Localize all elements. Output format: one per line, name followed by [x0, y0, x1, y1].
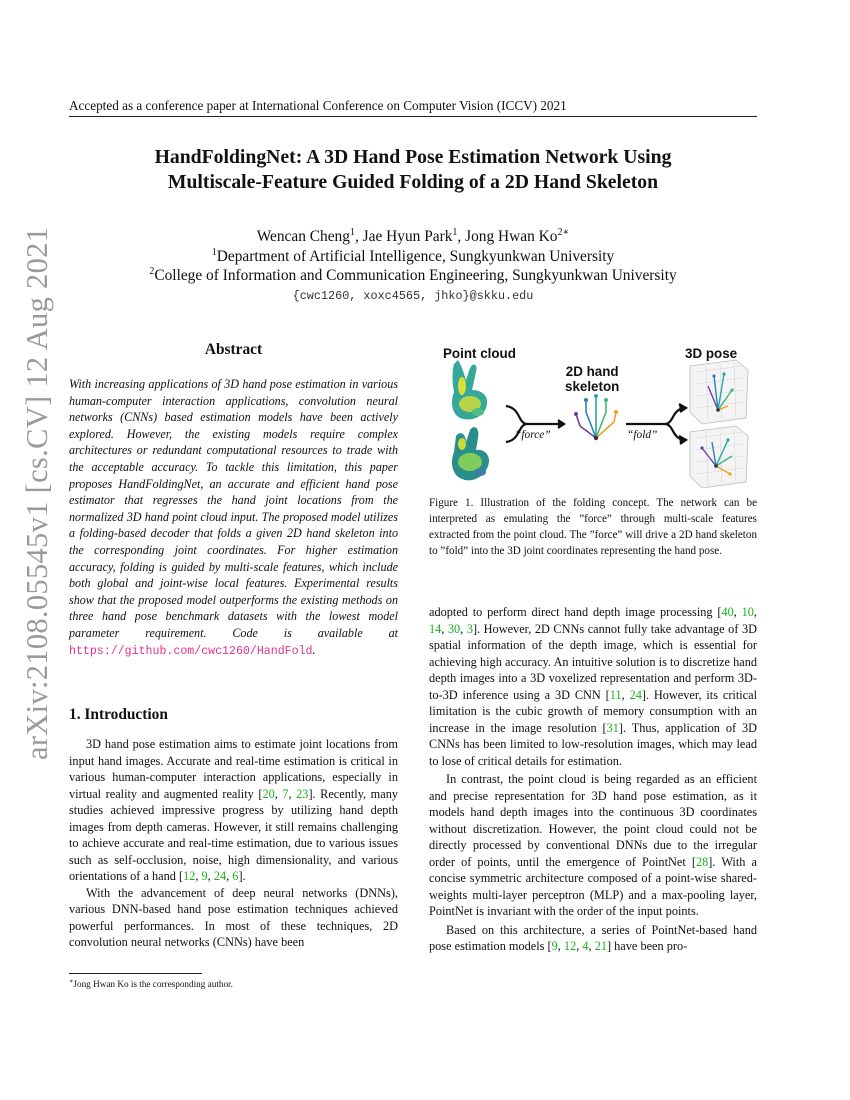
paper-title: [69, 145, 757, 195]
right-paragraph-3: Based on this architecture, a series of PointNet-based hand pose estimation models [9, 12, 4, 21] have been pro-: [429, 922, 757, 953]
abstract-heading: Abstract: [204, 341, 263, 358]
citation[interactable]: 11: [609, 687, 622, 702]
force-arrow: [506, 406, 564, 442]
figure-label-skeleton-line-2: skeleton: [565, 379, 620, 394]
point-cloud-upper-icon: [452, 360, 487, 420]
intro-paragraph-1: 3D hand pose estimation aims to estimate joint locations from input hand images. Accurate and real-time estimation is critical in various human-computer interaction applications, especially in virtual reality and augmented reality [20, 7, 23]. Recently, many studies achieved impressive progress by utilizing hand depth images from depth cameras. However, it still remains challenging to achieve accurate and real-time estimation, due to various issues such as self-occlusion, noise, high dimensionality, and various orientations of a hand [12, 9, 24, 6].: [69, 737, 398, 883]
figure-label-3d-pose: 3D pose: [685, 346, 738, 361]
citation[interactable]: 20: [262, 786, 275, 801]
fold-arrow: [626, 404, 686, 444]
intro-p1-text-b: ]. Recently, many studies achieved impressive progress by utilizing hand depth images from depth cameras. However, it still remains challenging to achieve accurate and real-time estimation, due to various issues such as self-occlusion, noise, high dimensionality, and various orientations of a hand [: [69, 786, 398, 883]
figure-label-force: “force”: [515, 429, 551, 441]
citation[interactable]: 14: [429, 621, 442, 636]
footnote-text: Jong Hwan Ko is the corresponding author.: [73, 979, 233, 990]
arxiv-stamp: arXiv:2108.05545v1 [cs.CV] 12 Aug 2021: [20, 226, 54, 760]
citation[interactable]: 9: [551, 939, 558, 953]
3d-pose-lower-icon: [690, 426, 748, 488]
author-3-affil: 2∗: [557, 227, 570, 238]
citation[interactable]: 40: [721, 605, 734, 619]
citation[interactable]: 31: [606, 720, 619, 735]
introduction-heading: 1. Introduction: [69, 706, 168, 723]
abstract-body: With increasing applications of 3D hand pose estimation in various human-computer interaction applications, convolution neural networks (CNNs) based estimation models have been actively explored. However, the existing models require complex architectures or redundant computational resources to trade with the acceptable accuracy. To tackle this limitation, this paper proposes HandFoldingNet, an accurate and efficient hand pose estimator that regresses the hand joint locations from the normalized 3D hand point cloud input. The proposed model utilizes a folding-based decoder that folds a given 2D hand skeleton into the corresponding joint coordinates. For higher estimation accuracy, folding is guided by multi-scale features, which include both global and joint-wise local features. Experimental results show that the proposed model outperforms the existing methods on three hand pose benchmark datasets with the lowest model parameter requirement. Code is available at: [69, 377, 398, 640]
affiliation-1-mark: 1: [211, 246, 217, 258]
right-p1-text-d: ]. Thus, application of 3D CNNs has been limited to low-resolution images, which may lead to lose of critical details for estimation.: [429, 720, 757, 768]
introduction-body: [69, 736, 398, 951]
citation[interactable]: 12: [563, 939, 577, 953]
figure-label-point-cloud: Point cloud: [443, 346, 516, 361]
right-p3-text-b: ] have been pro-: [606, 939, 688, 953]
citation[interactable]: 30: [447, 621, 461, 636]
right-p2-text-a: In contrast, the point cloud is being regarded as an efficient and precise representation for 3D hand pose estimation, as it models hand depth images into the continuous 3D coordinates without discretization. However, the point cloud could not be directly processed by conventional DNNs due to the irregular order of points, until the emergence of PointNet [: [429, 772, 757, 869]
right-p1-text-b: ]. However, 2D CNNs cannot fully take advantage of 3D spatial information of the depth image, which is essential for achieving high accuracy. An intuitive solution is to discretize hand depth images into a 3D voxelized representation and perform 3D-to-3D inference using a 3D CNN [: [429, 621, 757, 702]
citation[interactable]: 24: [629, 687, 642, 702]
affiliation-1: [69, 247, 757, 267]
citation[interactable]: 6: [232, 869, 239, 883]
author-2-affil: 1: [452, 227, 458, 238]
footnote: [69, 977, 233, 989]
citation[interactable]: 23: [296, 786, 309, 801]
intro-p1-text-c: ].: [238, 869, 246, 883]
figure-label-skeleton-line-1: 2D hand: [565, 364, 619, 379]
citation[interactable]: 12: [183, 869, 196, 883]
header-rule: [69, 116, 757, 117]
title-line-2: Multiscale-Feature Guided Folding of a 2D Hand Skeleton: [167, 171, 659, 193]
affiliation-1-text: Department of Artificial Intelligence, Sungkyunkwan University: [216, 247, 615, 265]
figure-1-caption: Figure 1. Illustration of the folding concept. The network can be interpreted as emulating the ”force” through multi-scale features extracted from the point cloud. The ”force” will drive a 2D hand skeleton to ”fold” into the 3D joint coordinates representing the hand pose.: [429, 497, 757, 557]
author-2: Jae Hyun Park: [362, 228, 453, 245]
right-paragraph-2: [429, 771, 757, 920]
citation[interactable]: 10: [741, 605, 754, 619]
affiliation-2: [69, 266, 757, 286]
author-1-affil: 1: [349, 227, 355, 238]
citation[interactable]: 28: [695, 854, 709, 869]
right-paragraph-1: adopted to perform direct hand depth image processing [40, 10, 14, 30, 3]. However, 2D CNNs cannot fully take advantage of 3D spatial information of the depth image, which is essential for achieving high accuracy. An intuitive solution is to discretize hand depth images into a 3D voxelized representation and perform 3D-to-3D inference using a 3D CNN [11, 24]. However, its critical limitation is the cubic growth of memory consumption with an increase in the image resolution [31]. Thus, application of 3D CNNs has been limited to low-resolution images, which may lead to lose of critical details for estimation.: [429, 605, 758, 768]
title-line-1: HandFoldingNet: A 3D Hand Pose Estimation Network Using: [154, 146, 672, 168]
right-column-body: [429, 604, 757, 955]
citation[interactable]: 24: [213, 869, 227, 883]
affiliation-2-mark: 2: [149, 266, 155, 277]
figure-1-illustration: [440, 356, 760, 488]
2d-skeleton-icon: [574, 394, 618, 440]
author-emails: {cwc1260, xoxc4565, jhko}@skku.edu: [292, 288, 534, 303]
code-link[interactable]: https://github.com/cwc1260/HandFold: [69, 644, 313, 658]
citation[interactable]: 9: [201, 869, 208, 883]
abstract-end: .: [312, 642, 316, 657]
author-names: Wencan Cheng$^1$, Jae Hyun Park$^1$, Jong Hwan $Ko^{2∗}$: [256, 227, 570, 245]
author-block: [69, 227, 757, 306]
intro-paragraph-2: With the advancement of deep neural networks (DNNs), various DNN-based hand pose estimation techniques achieved powerful performances. In most of these techniques, 2D convolution neural networks (CNNs) have been: [69, 885, 398, 949]
figure-label-fold: “fold”: [627, 429, 658, 441]
right-p2-text-b: ]. With a concise symmetric architecture composed of a point-wise shared-weights multi-layer perceptron (MLP) and a max-pooling layer, PointNet is invariant with the order of the input points.: [429, 854, 757, 918]
author-3: Jong Hwan Ko: [465, 228, 558, 245]
right-p1-text-c: ]. However, its critical limitation is the cubic growth of memory consumption with an increase in the image resolution [: [429, 687, 758, 735]
citation[interactable]: 21: [594, 939, 607, 953]
footnote-rule: [69, 973, 202, 974]
footnote-mark: ∗: [69, 978, 74, 985]
intro-p1-text-a: 3D hand pose estimation aims to estimate joint locations from input hand images. Accurate and real-time estimation is critical in various human-computer interaction applications, especially in virtual reality and augmented reality [: [69, 737, 398, 801]
abstract-text: [69, 376, 398, 660]
right-p1-text-a: adopted to perform direct hand depth image processing [: [429, 605, 722, 619]
point-cloud-lower-icon: [452, 427, 489, 480]
3d-pose-upper-icon: [690, 360, 748, 424]
citation[interactable]: 7: [282, 786, 289, 801]
affiliation-2-text: College of Information and Communication Engineering, Sungkyunkwan University: [154, 267, 677, 284]
right-p3-text-a: Based on this architecture, a series of PointNet-based hand pose estimation models [: [429, 922, 757, 953]
citation[interactable]: 3: [466, 621, 473, 636]
conference-header: Accepted as a conference paper at International Conference on Computer Vision (ICCV) 2021: [69, 98, 567, 113]
citation[interactable]: 4: [582, 939, 589, 953]
author-1: Wencan Cheng: [256, 228, 350, 245]
